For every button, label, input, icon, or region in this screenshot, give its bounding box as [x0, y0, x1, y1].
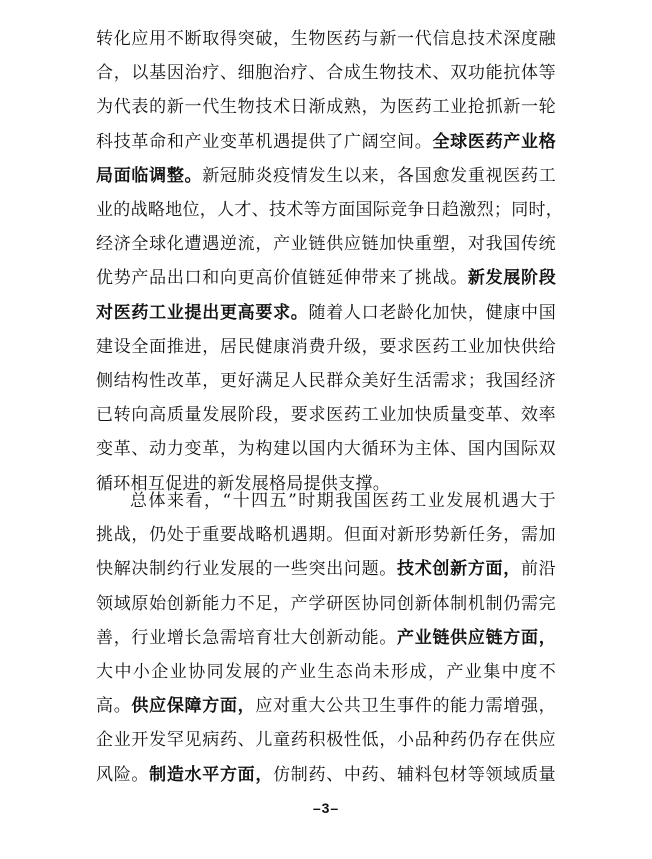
text-line — [96, 398, 556, 432]
text-line — [96, 364, 556, 398]
body-text: 企业开发罕见病药、儿童药积极性低，小品种药仍存在供应 — [96, 730, 556, 751]
body-text: 建设全面推进，居民健康消费升级，要求医药工业加快供给 — [96, 336, 556, 357]
body-text: 转化应用不断取得突破，生物医药与新一代信息技术深度融 — [96, 29, 556, 49]
page-number: –3– — [312, 800, 340, 816]
text-line — [96, 261, 556, 295]
bold-heading-text: 全球医药产业格 — [432, 131, 556, 152]
bold-heading-text: 局面临调整。 — [96, 165, 203, 186]
body-text: 优势产品出口和向更高价值链延伸带来了挑战。 — [96, 268, 468, 289]
bold-heading-text: 制造水平方面， — [149, 764, 274, 785]
body-text: 已转向高质量发展阶段，要求医药工业加快质量变革、效率 — [96, 405, 556, 426]
body-text: 为代表的新一代生物技术日渐成熟，为医药工业抢抓新一轮 — [96, 97, 556, 118]
body-text: 侧结构性改革，更好满足人民群众美好生活需求；我国经济 — [96, 371, 556, 391]
text-line — [96, 90, 556, 124]
text-line — [96, 621, 556, 655]
body-text: 高。 — [96, 696, 132, 717]
text-line — [96, 432, 556, 466]
body-text: 随着人口老龄化加快，健康中国 — [308, 302, 556, 323]
body-text: 总体来看，“十四五”时期我国医药工业发展机遇大于 — [130, 491, 556, 511]
text-line — [96, 159, 556, 193]
bold-heading-text: 对医药工业提出更高要求。 — [96, 302, 309, 323]
body-text: 新冠肺炎疫情发生以来，各国愈发重视医药工 — [202, 165, 556, 186]
text-line — [130, 484, 556, 518]
body-text: 业的战略地位，人才、技术等方面国际竞争日趋激烈；同时， — [96, 200, 564, 220]
bold-heading-text: 供应保障方面， — [131, 696, 256, 717]
body-text: 合，以基因治疗、细胞治疗、合成生物技术、双功能抗体等 — [96, 63, 556, 84]
text-line — [96, 587, 556, 621]
text-line — [96, 552, 556, 586]
body-text: 前沿 — [520, 559, 556, 580]
text-line — [96, 330, 556, 364]
body-text: 大中小企业协同发展的产业生态尚未形成，产业集中度不 — [96, 662, 556, 682]
body-text: 快解决制约行业发展的一些突出问题。 — [96, 559, 398, 580]
body-text: 仿制药、中药、辅料包材等领域质量 — [273, 764, 556, 785]
text-line — [96, 758, 556, 792]
text-line — [96, 723, 556, 757]
bold-heading-text: 产业链供应链方面， — [397, 627, 556, 648]
text-line — [96, 193, 564, 227]
body-text: 领域原始创新能力不足，产学研医协同创新体制机制仍需完 — [96, 593, 556, 614]
text-line — [96, 518, 556, 552]
text-line — [96, 296, 556, 330]
body-text: 循环相互促进的新发展格局提供支撑。 — [96, 473, 391, 494]
body-text: 应对重大公共卫生事件的能力需增强， — [255, 696, 556, 717]
body-text: 挑战，仍处于重要战略机遇期。但面对新形势新任务，需加 — [96, 525, 556, 546]
text-line — [96, 56, 556, 90]
body-text: 善，行业增长急需培育壮大创新动能。 — [96, 627, 398, 648]
text-line — [96, 689, 556, 723]
body-text: 科技革命和产业变革机遇提供了广阔空间。 — [96, 131, 433, 152]
body-text: 风险。 — [96, 764, 150, 785]
text-line — [96, 655, 556, 689]
body-text: 经济全球化遭遇逆流，产业链供应链加快重塑，对我国传统 — [96, 234, 556, 255]
bold-heading-text: 技术创新方面， — [397, 559, 521, 580]
text-line — [96, 227, 556, 261]
body-text: 变革、动力变革，为构建以国内大循环为主体、国内国际双 — [96, 439, 556, 460]
text-line — [96, 22, 556, 56]
text-line — [96, 125, 556, 159]
bold-heading-text: 新发展阶段 — [467, 268, 556, 289]
